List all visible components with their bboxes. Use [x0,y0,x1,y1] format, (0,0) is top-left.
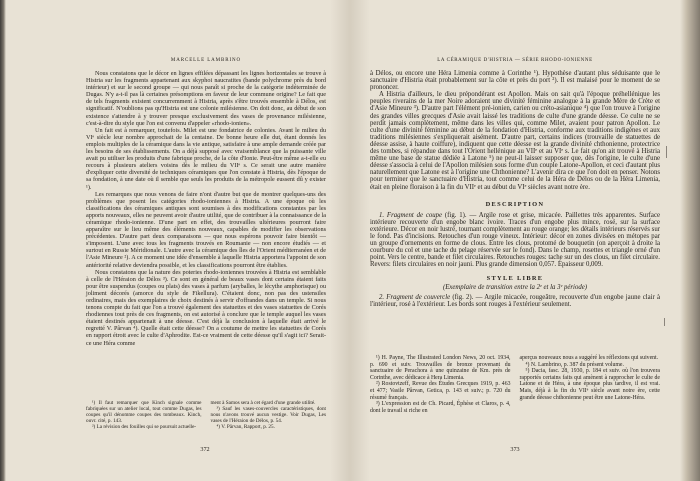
page-number-right: 373 [510,446,520,453]
footnote: ³) L'expression est de Ch. Picard, Éphèse et Claros, p. 4, dont le travail si riche en [370,401,511,414]
paragraph: Nous constatons que le décor en lignes effilées dépassant les lignes horizontales se trouve à Histria sur les fragments appartenant aux skyphoi naucratites (bande polychrome près du bord intérieur) et sur le second groupe — qui nous paraît si proche de la catégorie indéterminée de Dugas. N'y a-t-il pas là certaines présomptions en faveur de leur commune origine? Le fait que de tels fragments existent concurremment à Histria, après s'être trouvés ensemble à Délos, est significatif. N'oublions pas qu'Histria est une colonie milésienne. On doit donc, au début de son existence s'attendre à y trouver presque exclusivement des vases de provenance milésienne, c'est-à-dire du style que l'on est convenu d'appeler «rhodo-ionien». [86,70,326,127]
footnote: ⁵) Dacia, fasc. 28, 1930, p. 184 et suiv. où l'on trouvera rapportés certains faits qui amènent à rapprocher le culte de Latone et de Héra, à une époque plus tardive, il est vrai. Mais, déjà à la fin du VIIᵉ siècle avant notre ère, cette grande déesse chthonienne peut être une Latone-Héra. [519,368,660,401]
footnote-continuation: ment à Samos sera à cet égard d'une grande utilité. [210,400,316,406]
right-body-text [370,70,660,308]
section-heading-description: DESCRIPTION [485,200,545,208]
footnote: ³) Sauf les vases-couvercles caractéristiques, dont nous n'avons trouvé aucun vestige. Voir Dugas, Les vases de l'Héraion de Délos, p. 54. [210,406,326,424]
footnote: ²) La révision des fouilles qui se poursuit actuelle- [92,424,197,430]
running-head-title: LA CÉRAMIQUE D'HISTRIA — SÉRIE RHODO-IONIENNE [437,58,593,63]
paragraph: à Délos, ou encore une Héra Limenia comme à Corinthe ¹). Hypothèse d'autant plus séduisante que le sanctuaire d'Histria était probablement sur la côte et près du port ²). Il est malaisé pour le moment de se prononcer. [370,70,660,92]
paragraph: Un fait est à remarquer, toutefois. Milet est une fondatrice de colonies. Avant le milieu du VIᵉ siècle leur nombre approchait de la centaine. De bonne heure elle dut, étant donnés les emplois multiples de la céramique dans la vie antique, satisfaire à une ample demande créée par les besoins de ses établissements. On a déjà supposé avec vraisemblance que la puissante ville avait pu utiliser les produits d'une fabrique proche, de la côte d'Ionie. Peut-être même a-t-elle eu recours à plusieurs ateliers voisins dès le milieu du VIIᵉ s. Ce serait une autre manière d'expliquer cette diversité de techniques céramiques que l'on constate à Histria, dès l'époque de sa fondation, à une date où il semble que seuls les produits de la métropole eussent dû y exister ¹). [86,126,326,191]
page-stack-edge [680,0,700,481]
paragraph: Nous constatons que la nature des poteries rhodo-ioniennes trouvées à Histria est semblable à celle de l'Héraion de Délos ³). Ce sont en général de beaux vases dont certains étaient faits pour être suspendus (coupes ou plats) des vases à parfum (aryballes, le lécythe amphorisque) ou joliment décorés (amorce du style de Fikellura). C'étaient donc, non pas des ustensiles ordinaires, mais des exemplaires de choix destinés à servir d'offrandes dans un temple. Si nous tenons compte du fait que l'on a trouvé également des statuettes et des vases statuettes de Corés rhodiennes tout près de ces fragments, on est autorisé à conclure que le temple auquel les vases étaient destinés appartenait à une déesse. C'est déjà la conclusion à laquelle était arrivé le regretté V. Pârvan ⁴). Quelle était cette déesse? On a coutume de mettre les statuettes de Corés en rapport étroit avec le culte d'Aphrodite. Est-ce vraiment de cette déesse qu'il s'agit ici? Serait-ce une Héra comme [86,268,326,347]
running-head-author: MARCELLE LAMBRINO [170,58,242,63]
entry-text: (fig. 2). — Argile micacée, rougeâtre, recouverte d'un engobe jaune clair à l'intérieur, rosé à l'extérieur. Les bords sont rouges à l'extérieur seulement. [370,293,660,308]
footnote: ⁴) N. Lambrino, p. 387 du présent volume. [525,361,624,368]
book-gutter [330,0,370,481]
entry-text: (fig. 1). — Argile rose et grise, micacée. Paillettes très apparentes. Surface intérieure recouverte d'un engobe blanc ivoire. Traces d'un engobe plus mince, rosé, sur la surface extérieure. Décor en noir lustré, tournant complètement au rouge orange; les détails intérieurs réservés sur le fond. Pas d'incisions. Retouches d'un rouge vineux. Intérieur: décor en zones divisées en métopes par un groupe d'ornements en forme de clous. Entre les clous, protomé de bouquetin (on aperçoit à droite la courbure du col et une tache du pelage réservée sur le fond). Dans le champ, rosettes et triangle orné d'un point. Vers le centre, bande et filet circulaires. Retouches rouges: tache sur un des clous, un filet circulaire. Revers: filets circulaires en noir jauni. Plus grande dimension 0,057. Épaisseur 0,009. [370,211,660,269]
section-heading-style-libre: STYLE LIBRE [486,275,544,283]
catalogue-entry [370,212,660,269]
footnote-column-2 [211,400,327,430]
footnote-continuation: aperçus nouveaux nous a suggéré les réflexions qui suivent. [519,355,659,361]
footnote: ⁴) V. Pârvan, Rapport, p. 25. [216,424,275,430]
entry-title: 2. Fragment de couvercle [379,293,451,301]
right-footnotes [370,355,660,414]
left-footnotes [86,400,326,430]
section-subtitle: (Exemplaire de transition entre la 2ᵉ et la 3ᵉ période) [442,283,588,291]
footnote: ²) Rostovtzeff, Revue des Études Grecques 1919, p. 463 et 477; Vasile Pârvan, Getica, p. 143 et suiv.; p. 720 du résumé français. [370,381,511,401]
scan-left-edge [0,0,6,481]
footnote: ¹) Il faut remarquer que Kinch signale comme fabriquées sur un atelier local, tout comme Dugas, les coupes qu'il dénomme coupes des tombeaux. Kinch, ouvr. cité, p. 143. [86,400,202,424]
left-body-text [86,70,326,347]
catalogue-entry [370,294,660,308]
footnote-column-2 [520,355,661,414]
page-number-left: 372 [200,446,210,453]
margin-pencil-mark [666,146,667,158]
footnote-column-1 [86,400,202,430]
entry-title: 1. Fragment de coupe [379,211,443,219]
footnote: ¹) H. Payne, The Illustrated London News, 20 oct. 1934, p. 690 et suiv. Trouvailles de bronze provenant du sanctuaire de Perachora à une quinzaine de Km. près de Corinthe, avec dédicace à Hera Limenia. [370,355,511,381]
margin-pencil-mark [664,318,665,326]
paragraph: Les remarques que nous venons de faire n'ont d'autre but que de montrer quelques-uns des problèmes que posent les catégories rhodo-ioniennes à Histria. A une époque où les classifications des céramiques antiques sont soumises à des modifications constantes par les apports nouveaux, elles ne peuvent avoir d'autre utilité, que de contribuer à la connaissance de la céramique rhodo-ionienne. D'une part en effet, des trouvailles ultérieures pourront faire apparaître sur le lieu même des éléments nouveaux, capables de modifier les observations précédentes. D'autre part deux comparaisons — que nous espérons pouvoir faire bientôt — s'imposent. L'une avec tous les fragments trouvés en Roumanie — non encore étudiés — et surtout en Russie Méridionale. L'autre avec la céramique des îles de l'Orient méditerranéen et de l'Asie Mineure ²). A ce moment une idée d'ensemble à laquelle Histria apportera l'appoint de son antériorité relative deviendra possible, et les classifications pourront être établies. [86,190,326,269]
footnote-column-1 [370,355,511,414]
paragraph: A Histria d'ailleurs, le dieu prépondérant est Apollon. Mais on sait qu'à l'époque préhellénique les peuples riverains de la mer Noire adoraient une divinité féminine analogue à la grande Mère de Crète et d'Asie Mineure ³). D'autre part l'élément pré-ionien, carien ou créto-asianique ⁴) que l'on trouve à l'origine des grandes villes grecques d'Asie avait laissé les traditions de culte d'une grande déesse. Ce culte ne se perdit jamais complètement, même dans les villes qui, comme Milet, avaient pour patron Apollon. Le culte d'une divinité féminine au début de la fondation d'Histria, conforme aux traditions indigènes et aux traditions milésiennes s'expliquerait aisément. D'autre part, certains indices (trouvaille de statuettes de déesse assise, à haute coiffure), indiquent que cette déesse est la grande divinité chthonienne, protectrice des tombes, si répandue dans tout l'Orient hellénique au VIIᵉ et au VIᵉ s. Le fait qu'on ait trouvé à Histria même une base de statue dédiée à Latone ⁵) ne peut-il laisser supposer que, dès l'origine, le culte d'une déesse s'associa à celui de l'Apollon milésien sous forme d'un couple Latone-Apollon, et ceci d'autant plus naturellement que Latone est à l'origine une Chthonienne? L'avenir dira ce que l'on doit en penser. Notons pour terminer que le sanctuaire d'Histria, tout comme celui de la Héra de Délos ou de la Héra Limenia, était en pleine floraison à la fin du VIIᵉ et au début du VIᵉ siècles avant notre ère. [370,91,660,191]
